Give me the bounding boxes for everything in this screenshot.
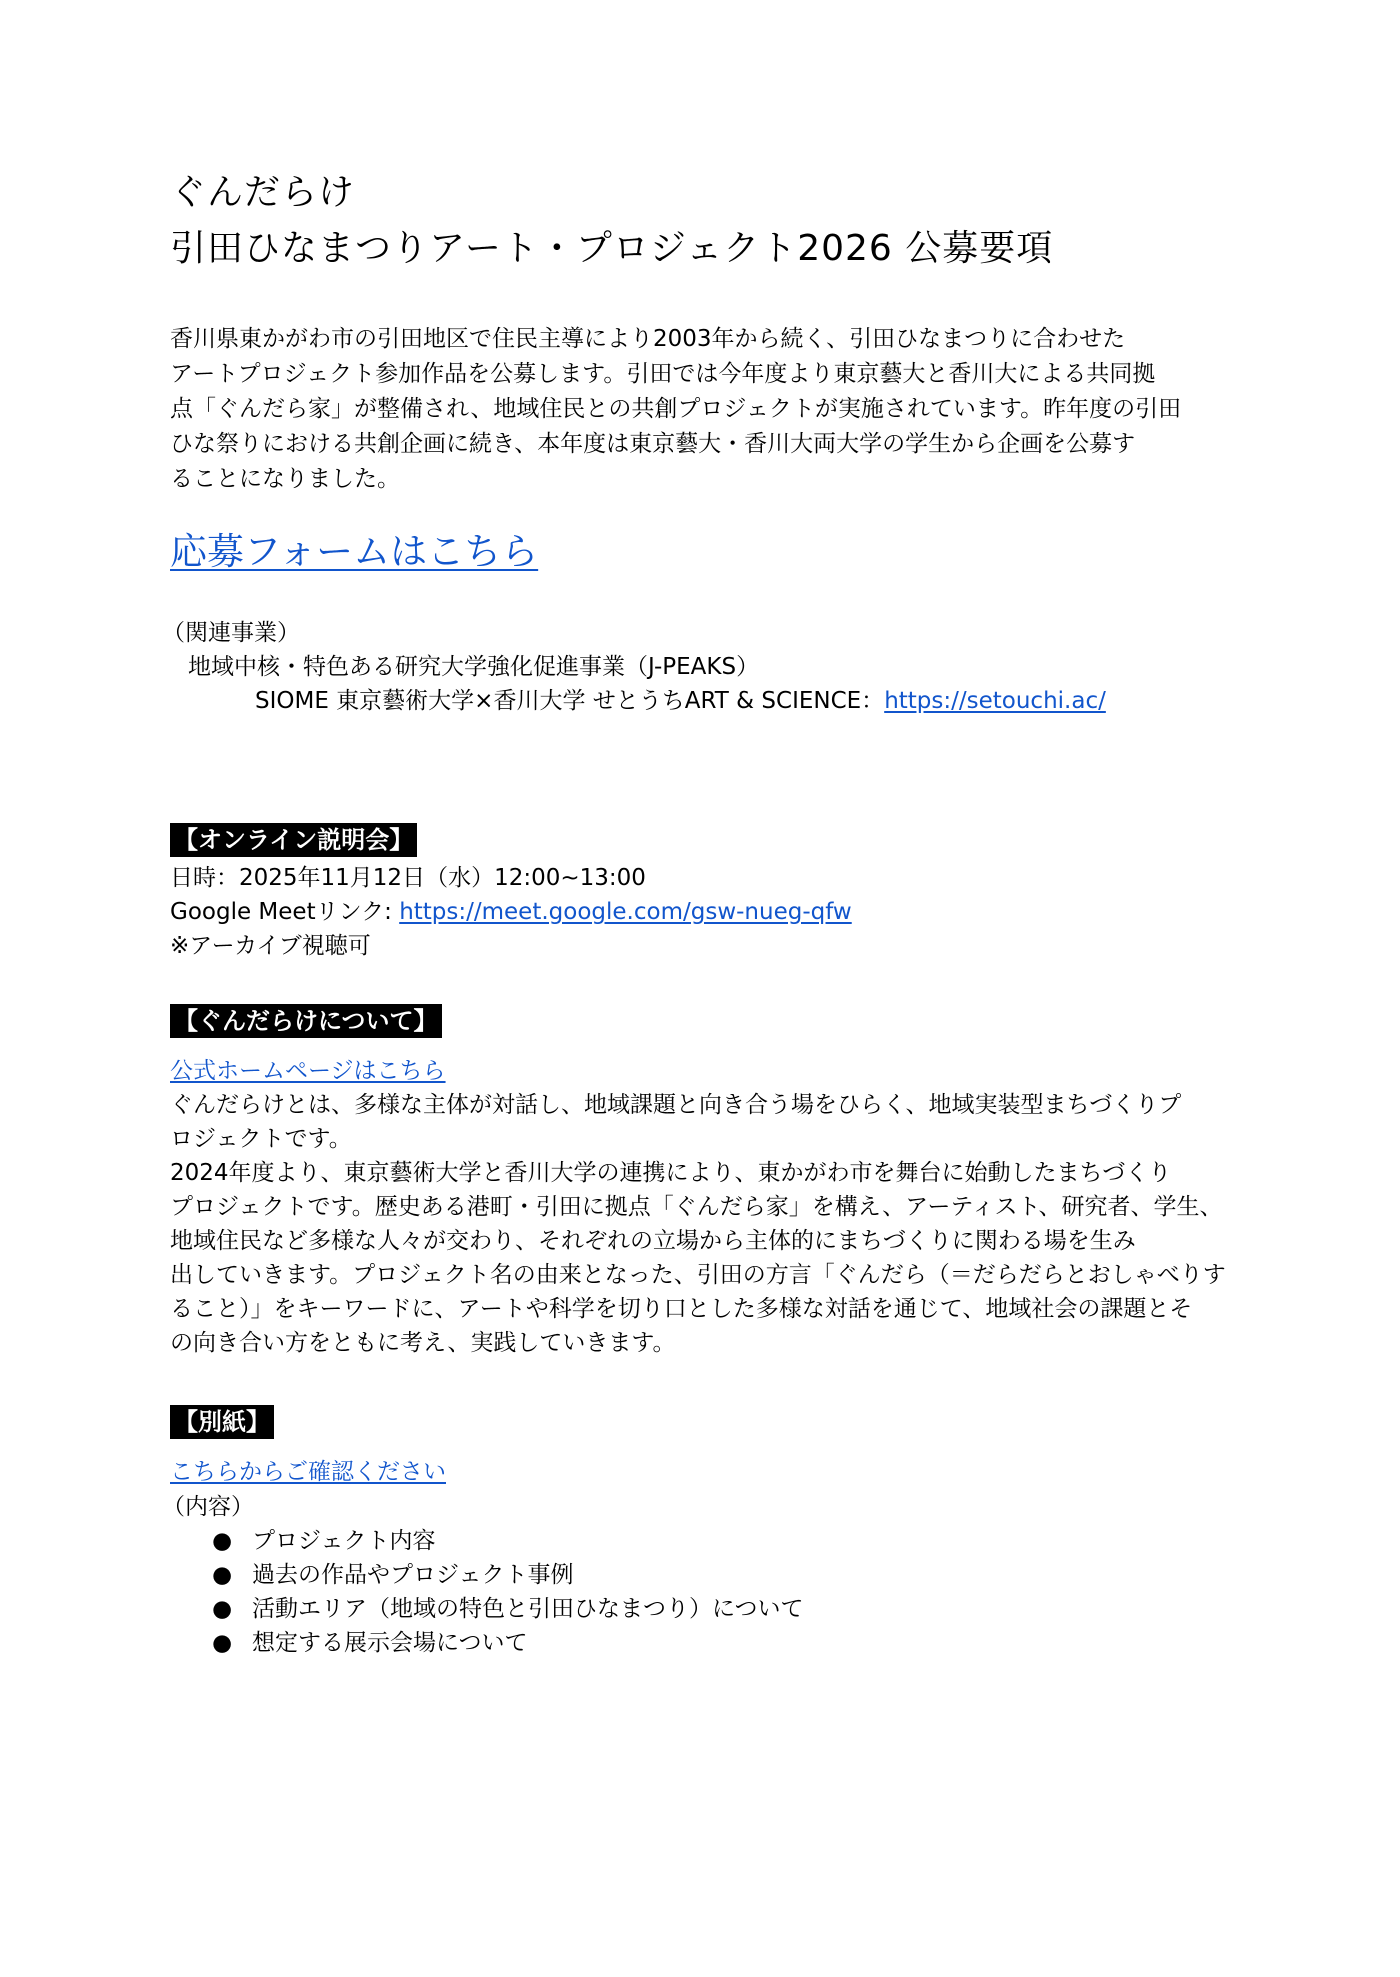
about-line: の向き合い方をともに考え、実践していきます。 bbox=[170, 1330, 676, 1356]
bullet-icon: ● bbox=[212, 1528, 233, 1554]
session-meet-row bbox=[170, 895, 852, 929]
bullet-icon: ● bbox=[212, 1596, 233, 1622]
intro-line: 香川県東かがわ市の引田地区で住民主導により2003年から続く、引田ひなまつりに合わせた bbox=[170, 326, 1126, 352]
list-item bbox=[212, 1558, 574, 1592]
intro-line: 点「ぐんだら家」が整備され、地域住民との共創プロジェクトが実施されています。昨年度の引田 bbox=[170, 396, 1182, 422]
online-session-heading-wrap bbox=[170, 823, 417, 857]
about-heading: 【ぐんだらけについて】 bbox=[170, 1004, 442, 1038]
attachment-heading: 【別紙】 bbox=[170, 1405, 274, 1439]
attachment-heading-wrap bbox=[170, 1405, 274, 1439]
meet-label: Google Meetリンク: bbox=[170, 899, 400, 925]
intro-line: ることになりました。 bbox=[170, 466, 400, 492]
related-line2-text: SIOME 東京藝術大学×香川大学 せとうちART & SCIENCE： bbox=[255, 688, 885, 714]
document-title-line2: 引田ひなまつりアート・プロジェクト2026 公募要項 bbox=[170, 228, 1054, 269]
list-item-text: 活動エリア（地域の特色と引田ひなまつり）について bbox=[252, 1596, 804, 1622]
document-title-line1: ぐんだらけ bbox=[170, 172, 356, 213]
list-item-text: 過去の作品やプロジェクト事例 bbox=[252, 1562, 574, 1588]
list-item bbox=[212, 1524, 436, 1558]
about-paragraph bbox=[170, 1088, 1226, 1360]
related-line2 bbox=[255, 684, 1106, 718]
intro-line: ひな祭りにおける共創企画に続き、本年度は東京藝大・香川大両大学の学生から企画を公募す bbox=[170, 431, 1136, 457]
about-heading-wrap bbox=[170, 1004, 442, 1038]
official-homepage-link[interactable]: 公式ホームページはこちら bbox=[170, 1058, 446, 1084]
about-line: プロジェクトです。歴史ある港町・引田に拠点「ぐんだら家」を構え、アーティスト、研究者、学生、 bbox=[170, 1194, 1223, 1220]
about-line: 出していきます。プロジェクト名の由来となった、引田の方言「ぐんだら（＝だらだらとおしゃべりす bbox=[170, 1262, 1226, 1288]
attachment-link[interactable]: こちらからご確認ください bbox=[170, 1459, 446, 1485]
list-item-text: プロジェクト内容 bbox=[252, 1528, 436, 1554]
intro-paragraph bbox=[170, 322, 1230, 497]
about-line: ぐんだらけとは、多様な主体が対話し、地域課題と向き合う場をひらく、地域実装型まちづくりプ bbox=[170, 1092, 1182, 1118]
bullet-icon: ● bbox=[212, 1562, 233, 1588]
related-line1: 地域中核・特色ある研究大学強化促進事業（J-PEAKS） bbox=[188, 654, 760, 680]
archive-note: ※アーカイブ視聴可 bbox=[170, 933, 371, 959]
list-item bbox=[212, 1592, 804, 1626]
list-item bbox=[212, 1626, 528, 1660]
contents-label: （内容） bbox=[162, 1494, 254, 1520]
application-form-link[interactable]: 応募フォームはこちら bbox=[170, 530, 539, 573]
google-meet-link[interactable]: https://meet.google.com/gsw-nueg-qfw bbox=[399, 899, 852, 925]
about-line: ロジェクトです。 bbox=[170, 1126, 352, 1152]
list-item-text: 想定する展示会場について bbox=[252, 1630, 528, 1656]
online-session-heading: 【オンライン説明会】 bbox=[170, 823, 417, 857]
bullet-icon: ● bbox=[212, 1630, 233, 1656]
setouchi-link[interactable]: https://setouchi.ac/ bbox=[884, 688, 1106, 714]
about-line: ること）」をキーワードに、アートや科学を切り口とした多様な対話を通じて、地域社会の課題とそ bbox=[170, 1296, 1193, 1322]
about-line: 2024年度より、東京藝術大学と香川大学の連携により、東かがわ市を舞台に始動したまちづくり bbox=[170, 1160, 1172, 1186]
related-label: （関連事業） bbox=[162, 620, 300, 646]
intro-line: アートプロジェクト参加作品を公募します。引田では今年度より東京藝大と香川大による共同拠 bbox=[170, 361, 1156, 387]
session-datetime: 日時：2025年11月12日（水）12:00~13:00 bbox=[170, 865, 646, 891]
about-line: 地域住民など多様な人々が交わり、それぞれの立場から主体的にまちづくりに関わる場を生み bbox=[170, 1228, 1136, 1254]
